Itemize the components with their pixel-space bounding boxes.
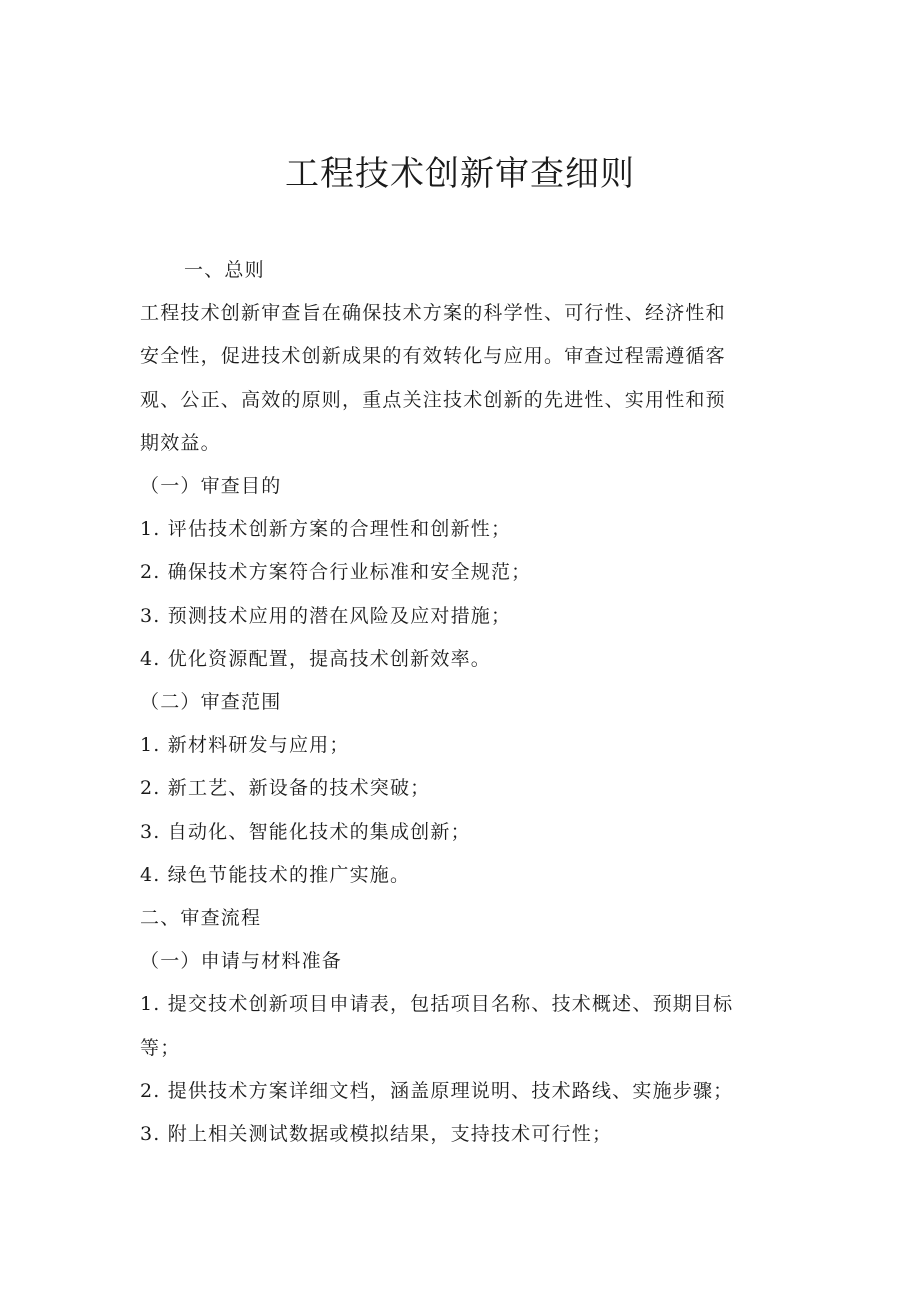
list-item: 3. 自动化、智能化技术的集成创新； [140,820,471,843]
list-item: 1. 提交技术创新项目申请表，包括项目名称、技术概述、预期目标 [140,993,734,1016]
intro-line: 期效益。 [140,431,221,454]
list-item: 4. 优化资源配置，提高技术创新效率。 [140,647,491,670]
list-item: 2. 提供技术方案详细文档，涵盖原理说明、技术路线、实施步骤； [140,1079,734,1102]
list-item: 2. 新工艺、新设备的技术突破； [140,777,431,800]
list-item: 3. 预测技术应用的潜在风险及应对措施； [140,604,512,627]
list-item: 2. 确保技术方案符合行业标准和安全规范； [140,561,532,584]
subsection-heading-purpose: （一）审查目的 [140,475,282,498]
document-body [140,249,780,1156]
list-item: 4. 绿色节能技术的推广实施。 [140,863,411,886]
list-item: 1. 新材料研发与应用； [140,734,350,757]
section-heading-process: 二、审查流程 [140,907,262,930]
intro-paragraph [140,292,780,465]
intro-line: 观、公正、高效的原则，重点关注技术创新的先进性、实用性和预 [140,388,726,411]
list-item-continuation: 等； [140,1036,181,1059]
section-heading-general: 一、总则 [184,259,265,281]
intro-line: 安全性，促进技术创新成果的有效转化与应用。审查过程需遵循客 [140,345,726,368]
intro-line: 工程技术创新审查旨在确保技术方案的科学性、可行性、经济性和 [140,302,726,325]
subsection-heading-application: （一）申请与材料准备 [140,950,343,973]
list-item: 3. 附上相关测试数据或模拟结果，支持技术可行性； [140,1123,613,1146]
list-item: 1. 评估技术创新方案的合理性和创新性； [140,518,512,541]
subsection-heading-scope: （二）审查范围 [140,691,282,714]
document-title: 工程技术创新审查细则 [285,154,635,194]
